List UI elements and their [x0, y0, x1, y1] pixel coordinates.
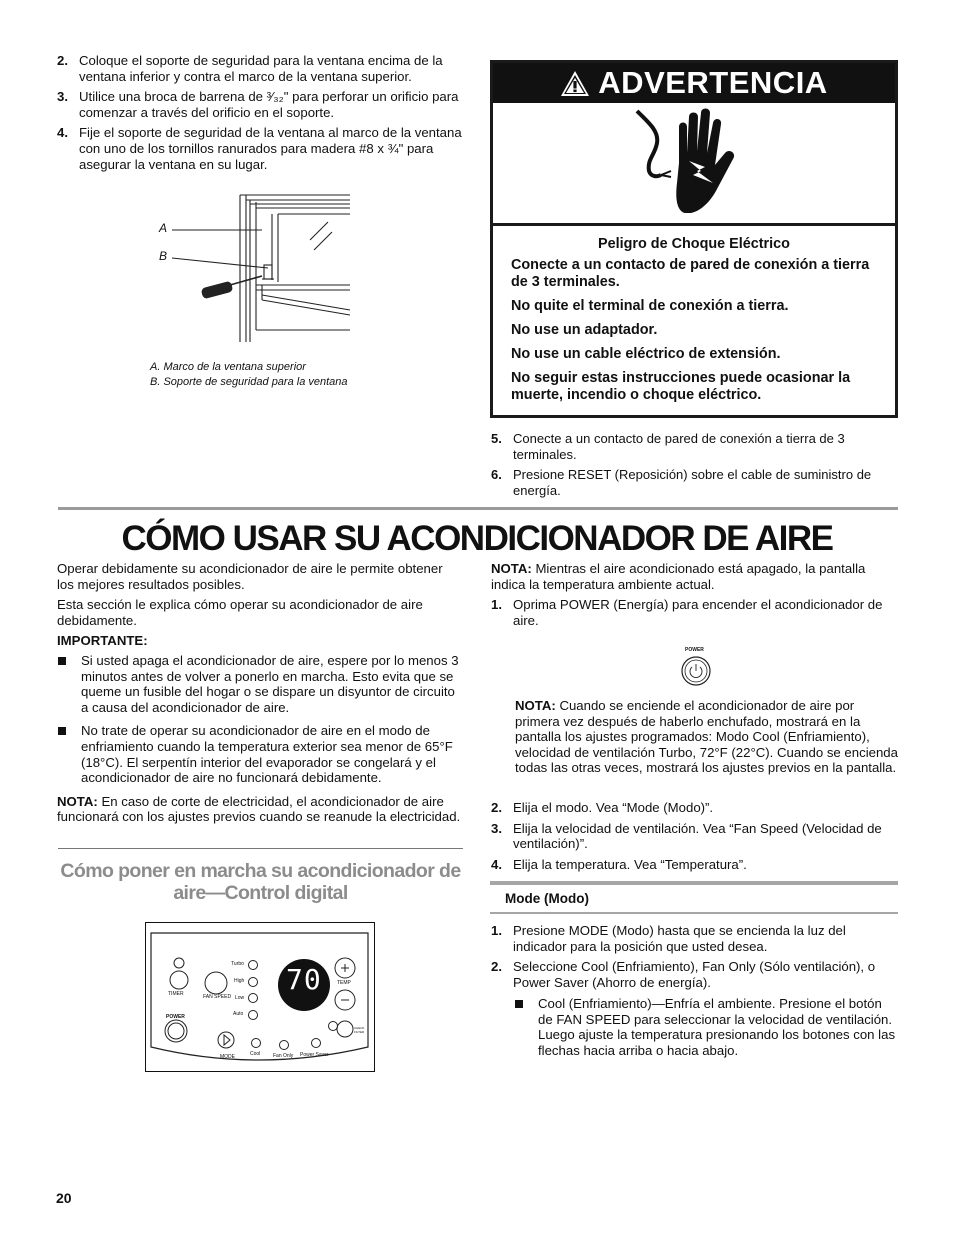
- mode-bullets: [514, 996, 898, 1066]
- left-column: [57, 561, 463, 830]
- list-item: 2. Seleccione Cool (Enfriamiento), Fan Only (Sólo ventilación), o Power Saver (Ahorro de energía).: [491, 959, 876, 990]
- list-item: 4. Elija la temperatura. Vea “Temperatura”.: [491, 856, 747, 872]
- power-saver-label: Power Saver: [300, 1052, 329, 1058]
- bullet-square-icon: [58, 657, 66, 665]
- mode-heading-rule: [490, 881, 898, 885]
- power-button-illustration: [680, 647, 712, 687]
- first-start-note: NOTA: Cuando se enciende el acondicionador de aire por primera vez después de haberlo enchufado, mostrará en la pantalla los ajustes programados: Modo Cool (Enfriamiento), velocidad de ventilación Turbo, 72°F (22°C). Cuando se encienda todas las otras veces, mostrará los ajustes previos en la pantalla.: [515, 698, 898, 776]
- warning-line: No use un adaptador.: [511, 322, 658, 338]
- warning-line: No quite el terminal de conexión a tierra.: [511, 298, 789, 314]
- list-item: 2. Coloque el soporte de seguridad para la ventana encima de la ventana inferior y contra el marco de la ventana superior.: [57, 53, 443, 84]
- timer-label: TIMER: [168, 991, 184, 997]
- list-item: 3. Elija la velocidad de ventilación. Vea “Fan Speed (Velocidad de ventilación)”.: [491, 820, 882, 852]
- temp-label: TEMP: [337, 980, 351, 986]
- warning-line: Conecte a un contacto de pared de conexión a tierra de 3 terminales.: [511, 257, 870, 290]
- high-label: High: [234, 978, 245, 984]
- list-item: Cool (Enfriamiento)—Enfría el ambiente. Presione el botón de FAN SPEED para seleccionar la velocidad de ventilación. Luego ajuste la temperatura presionando los botones con las flechas hacia arriba o hacia abajo.: [514, 996, 898, 1058]
- list-item: 1. Oprima POWER (Energía) para encender el acondicionador de aire.: [491, 597, 883, 628]
- mode-steps-list: [491, 923, 898, 995]
- list-item: 2. Elija el modo. Vea “Mode (Modo)”.: [491, 800, 714, 815]
- figure-caption: [150, 360, 450, 390]
- list-item: 3. Utilice una broca de barrena de ³⁄₃₂" para perforar un orificio para comenzar a través del orificio en el soporte.: [57, 89, 459, 120]
- warning-heading: Peligro de Choque Eléctrico: [598, 236, 790, 252]
- bullet-square-icon: [58, 727, 66, 735]
- start-steps-list: [491, 597, 898, 628]
- check-filter-label: CHECK FILTER: [354, 1026, 365, 1034]
- important-label: IMPORTANTE:: [57, 633, 148, 649]
- setup-steps-list: [491, 800, 898, 877]
- power-outage-note: NOTA: En caso de corte de electricidad, el acondicionador de aire funcionará con los ajustes previos cuando se reanude la electricidad.: [57, 793, 461, 825]
- warning-triangle-icon: [560, 70, 590, 97]
- power-button-label: POWER: [685, 647, 704, 653]
- caption-b: B. Soporte de seguridad para la ventana: [150, 376, 348, 388]
- section-divider: [58, 507, 898, 510]
- section-title: CÓMO USAR SU ACONDICIONADOR DE AIRE: [121, 519, 833, 558]
- mode-heading: Mode (Modo): [505, 891, 589, 906]
- cool-label: Cool: [250, 1051, 261, 1057]
- list-item: 4. Fije el soporte de seguridad de la ventana al marco de la ventana con uno de los tornillos ranurados para madera #8 x ¾" para asegurar la ventana en su lugar.: [57, 125, 462, 172]
- window-frame-drawing: [150, 190, 370, 350]
- important-bullets: [57, 653, 463, 786]
- power-off-note: NOTA: Mientras el aire acondicionado está apagado, la pantalla indica la temperatura ambiente actual.: [491, 561, 866, 592]
- electric-shock-hand-icon: [619, 103, 769, 223]
- warning-header: [493, 63, 895, 103]
- page-number: 20: [56, 1190, 72, 1206]
- temperature-display: 70: [286, 963, 322, 996]
- list-item: Si usted apaga el acondicionador de aire, espere por lo menos 3 minutos antes de volver a ponerlo en marcha. Esto evita que se queme un fusible del hogar o se dispare un disyuntor de circuito a causa del acondicionador de aire.: [57, 653, 463, 715]
- shock-hazard-pictogram: [493, 103, 895, 226]
- figure-label-b: B: [159, 249, 168, 263]
- control-panel-figure: [145, 922, 375, 1072]
- auto-label: Auto: [233, 1011, 244, 1017]
- intro-paragraph: Operar debidamente su acondicionador de aire le permite obtener los mejores resultados posibles.: [57, 561, 443, 592]
- warning-box: [490, 60, 898, 418]
- subsection-divider: [58, 848, 463, 849]
- subsection-title: Cómo poner en marcha su acondicionador de aire—Control digital: [60, 860, 461, 904]
- intro-paragraph: Esta sección le explica cómo operar su acondicionador de aire debidamente.: [57, 597, 423, 628]
- warning-body: [493, 226, 895, 404]
- warning-line: No seguir estas instrucciones puede ocasionar la muerte, incendio o choque eléctrico.: [511, 370, 851, 403]
- fan-speed-label: FAN SPEED: [203, 994, 232, 1000]
- low-label: Low: [235, 995, 245, 1001]
- caption-a: A. Marco de la ventana superior: [150, 361, 306, 373]
- list-item: No trate de operar su acondicionador de aire en el modo de enfriamiento cuando la temperatura exterior sea menor de 65°F (18°C). El serpentín interior del evaporador se congelará y el acondicionador de aire no funcionará debidamente.: [57, 723, 463, 785]
- connect-steps-list: [491, 431, 898, 503]
- bullet-square-icon: [515, 1000, 523, 1008]
- install-steps-list: [57, 53, 463, 177]
- warning-title: ADVERTENCIA: [598, 65, 828, 101]
- list-item: 6. Presione RESET (Reposición) sobre el cable de suministro de energía.: [491, 467, 872, 498]
- fan-only-label: Fan Only: [273, 1053, 294, 1059]
- figure-label-a: A: [159, 221, 168, 235]
- mode-heading-rule: [490, 912, 898, 914]
- warning-line: No use un cable eléctrico de extensión.: [511, 346, 781, 362]
- window-bracket-figure: [150, 190, 370, 350]
- list-item: 5. Conecte a un contacto de pared de conexión a tierra de 3 terminales.: [491, 431, 845, 462]
- list-item: 1. Presione MODE (Modo) hasta que se encienda la luz del indicador para la posición que usted desea.: [491, 923, 846, 954]
- mode-label: MODE: [220, 1054, 235, 1060]
- power-label: POWER: [166, 1014, 185, 1020]
- turbo-label: Turbo: [231, 961, 244, 967]
- power-icon: [680, 655, 712, 687]
- right-column-top: [491, 561, 898, 633]
